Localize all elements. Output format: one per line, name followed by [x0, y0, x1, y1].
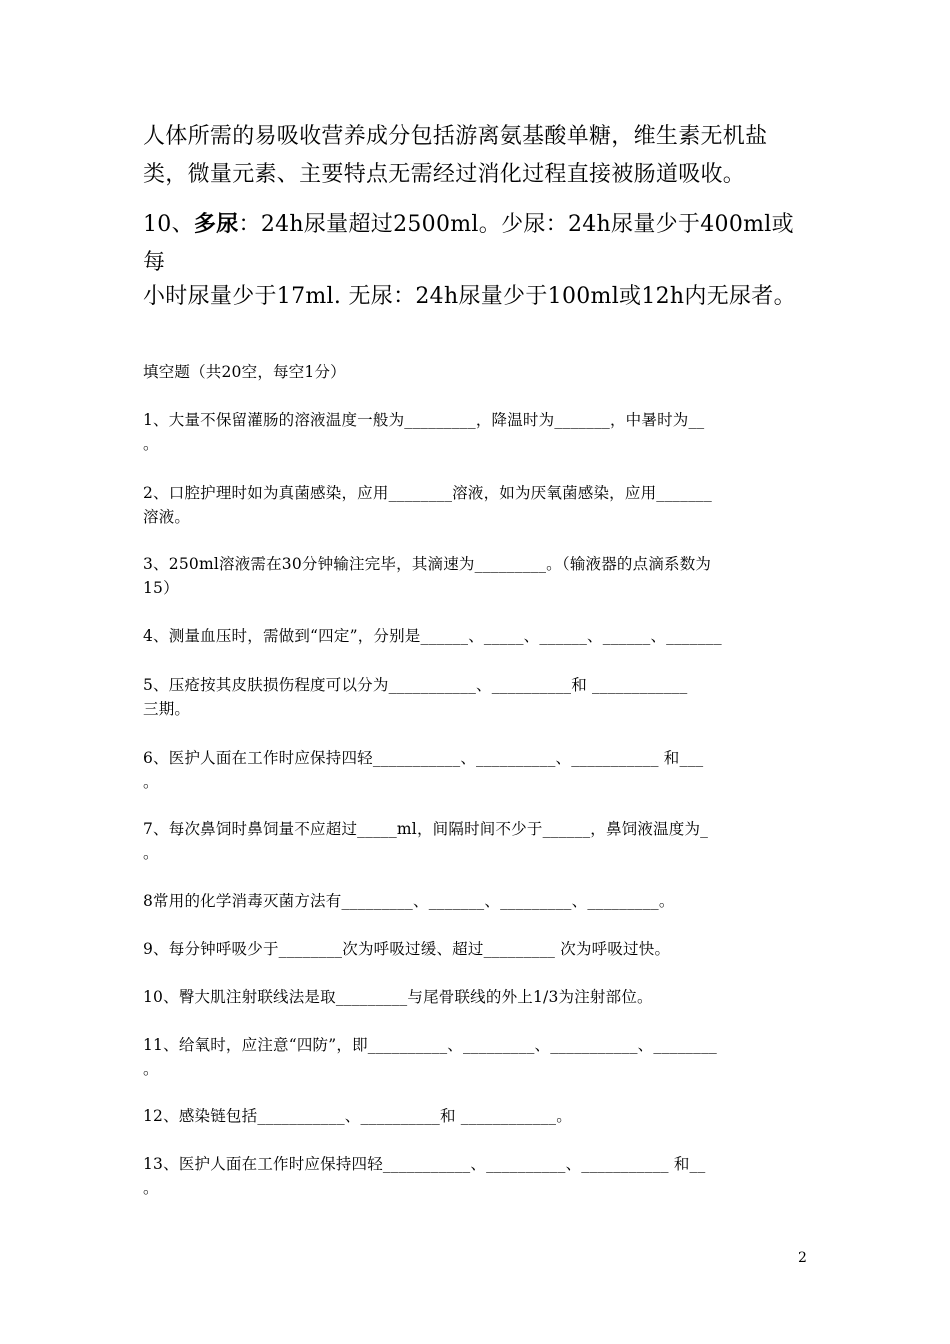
question-line: 。 [143, 844, 159, 862]
item-10-number: 10、 [143, 212, 194, 237]
question-line: 2、口腔护理时如为真菌感染，应用________溶液，如为厌氧菌感染，应用_______ [143, 484, 712, 502]
question-line: 12、感染链包括___________、__________和 ____________。 [143, 1107, 572, 1125]
question-line: 。 [143, 1179, 159, 1197]
question-12 [143, 1104, 809, 1128]
question-line: 15） [143, 579, 179, 597]
question-line: 8常用的化学消毒灭菌方法有_________、_______、_________、_________。 [143, 892, 675, 910]
item-10-line-2: 小时尿量少于17ml. 无尿：24h尿量少于100ml或12h内无尿者。 [143, 284, 796, 309]
question-line: 。 [143, 1060, 159, 1078]
question-line: 三期。 [143, 700, 191, 718]
question-3 [143, 552, 809, 600]
question-11 [143, 1033, 809, 1081]
intro-line-1: 人体所需的易吸收营养成分包括游离氨基酸单糖，维生素无机盐 [143, 124, 768, 149]
question-line: 4、测量血压时，需做到“四定”，分别是______、_____、______、______、_______ [143, 627, 722, 645]
question-6 [143, 746, 809, 794]
section-title: 填空题（共20空，每空1分） [143, 363, 346, 381]
item-10-term: 多尿 [193, 211, 239, 237]
question-4 [143, 624, 809, 648]
intro-paragraph [143, 118, 809, 194]
question-line: 3、250ml溶液需在30分钟输注完毕，其滴速为_________。（输液器的点滴系数为 [143, 555, 712, 573]
question-8 [143, 889, 809, 913]
question-line: 。 [143, 435, 159, 453]
question-line: 13、医护人面在工作时应保持四轻___________、__________、___________ 和__ [143, 1155, 706, 1173]
intro-line-2: 类，微量元素、主要特点无需经过消化过程直接被肠道吸收。 [143, 162, 746, 187]
question-line: 6、医护人面在工作时应保持四轻___________、__________、___________ 和___ [143, 749, 704, 767]
question-7 [143, 817, 809, 865]
question-1 [143, 408, 809, 456]
question-5 [143, 673, 809, 721]
item-10-text: ：24h尿量超过2500ml。少尿：24h尿量少于400ml或每 [143, 212, 794, 275]
question-line: 9、每分钟呼吸少于________次为呼吸过缓、超过_________ 次为呼吸过快。 [143, 940, 671, 958]
item-10-line-1 [143, 205, 809, 282]
question-line: 11、给氧时，应注意“四防”，即__________、_________、___________、________ [143, 1036, 717, 1054]
question-line: 。 [143, 773, 159, 791]
question-line: 溶液。 [143, 508, 191, 526]
page-number: 2 [798, 1250, 807, 1266]
question-line: 10、臀大肌注射联线法是取_________与尾骨联线的外上1/3为注射部位。 [143, 988, 653, 1006]
question-13 [143, 1152, 809, 1200]
question-10 [143, 985, 809, 1009]
question-line: 7、每次鼻饲时鼻饲量不应超过_____ml，间隔时间不少于______，鼻饲液温度为_ [143, 820, 709, 838]
question-2 [143, 481, 809, 529]
question-9 [143, 937, 809, 961]
question-line: 5、压疮按其皮肤损伤程度可以分为___________、__________和 ____________ [143, 676, 688, 694]
question-line: 1、大量不保留灌肠的溶液温度一般为_________，降温时为_______，中暑时为__ [143, 411, 705, 429]
